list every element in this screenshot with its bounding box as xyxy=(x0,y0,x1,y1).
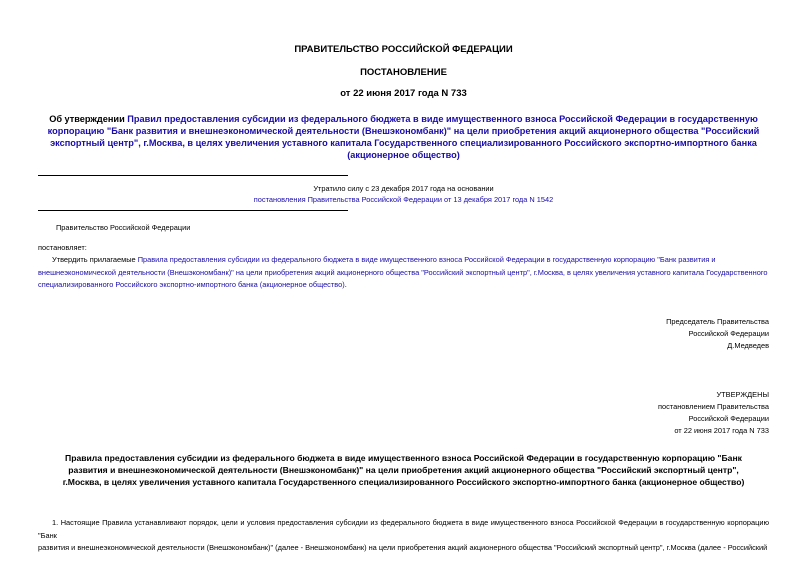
issuer-text: Правительство Российской Федерации xyxy=(56,223,191,232)
rules-title-line3: г.Москва, в целях увеличения уставного капитала Государственного специализированного Российского экспортно-импортного банка (акционерное общество) xyxy=(62,477,745,487)
signature-name: Д.Медведев xyxy=(727,341,769,350)
approve-prefix: Утвердить прилагаемые xyxy=(52,255,138,264)
decrees-text: постановляет: xyxy=(38,243,87,252)
title-prefix: Об утверждении xyxy=(49,114,128,124)
status-repeal-link[interactable]: постановления Правительства Российской Федерации от 13 декабря 2017 года N 1542 xyxy=(253,195,554,204)
document-date-number: от 22 июня 2017 года N 733 xyxy=(340,88,467,99)
approved-heading: УТВЕРЖДЕНЫ xyxy=(716,390,769,399)
approved-block xyxy=(658,389,769,437)
approve-paragraph xyxy=(38,254,769,292)
title-link-line3[interactable]: экспортный центр", г.Москва, в целях увеличения уставного капитала Государственного специализированного Российского экспортно-импортного банка xyxy=(50,138,757,148)
clause-1-line2: развития и внешнеэкономической деятельности (Внешэкономбанк)" (далее - Внешэкономбанк) на цели приобретения акций акционерного общества "Российский экспортный центр", г.Москва (далее - Российский xyxy=(38,543,768,552)
clause-1 xyxy=(38,517,769,555)
document-title xyxy=(0,113,807,161)
status-rule-top xyxy=(38,175,348,176)
title-link-line2[interactable]: корпорацию "Банк развития и внешнеэкономической деятельности (Внешэкономбанк)" на цели приобретения акций акционерного общества "Российский xyxy=(47,126,760,136)
approve-rules-link-line3[interactable]: специализированного Российского экспортно-импортного банка (акционерное общество) xyxy=(38,280,345,289)
signature-position: Председатель Правительства xyxy=(666,317,769,326)
signature-block xyxy=(666,316,769,352)
document-type-heading: ПОСТАНОВЛЕНИЕ xyxy=(360,67,447,78)
title-link-rules[interactable]: Правил предоставления субсидии из федерального бюджета в виде имущественного взноса Российской Федерации в государственную xyxy=(127,114,758,124)
status-rule-bottom xyxy=(38,210,348,211)
approve-rules-link-line2[interactable]: внешнеэкономической деятельности (Внешэкономбанк)" на цели приобретения акций акционерного общества "Российский экспортный центр", г.Москва, в целях увеличения уставного капитала Государственного xyxy=(38,267,768,277)
government-heading: ПРАВИТЕЛЬСТВО РОССИЙСКОЙ ФЕДЕРАЦИИ xyxy=(294,44,513,55)
clause-1-line1: 1. Настоящие Правила устанавливают порядок, цели и условия предоставления субсидии из федерального бюджета в виде имущественного взноса Российской Федерации в государственную корпорацию "Банк xyxy=(38,518,769,540)
rules-title-line2: развития и внешнеэкономической деятельности (Внешэкономбанк)" на цели приобретения акций акционерного общества "Российский экспортный центр", xyxy=(68,465,739,475)
approved-by: постановлением Правительства xyxy=(658,402,769,411)
rules-title-line1: Правила предоставления субсидии из федерального бюджета в виде имущественного взноса Российской Федерации в государственную корпорацию "Банк xyxy=(65,453,742,463)
approve-rules-link[interactable]: Правила предоставления субсидии из федерального бюджета в виде имущественного взноса Российской Федерации в государственную корпорацию "Банк развития и xyxy=(137,255,716,264)
status-line: Утратило силу с 23 декабря 2017 года на основании xyxy=(313,184,494,193)
signature-country: Российской Федерации xyxy=(688,329,769,338)
approved-country: Российской Федерации xyxy=(688,414,769,423)
title-link-line4[interactable]: (акционерное общество) xyxy=(347,150,460,160)
approved-date: от 22 июня 2017 года N 733 xyxy=(674,426,769,435)
rules-title xyxy=(0,452,807,488)
approve-suffix: . xyxy=(344,280,347,289)
